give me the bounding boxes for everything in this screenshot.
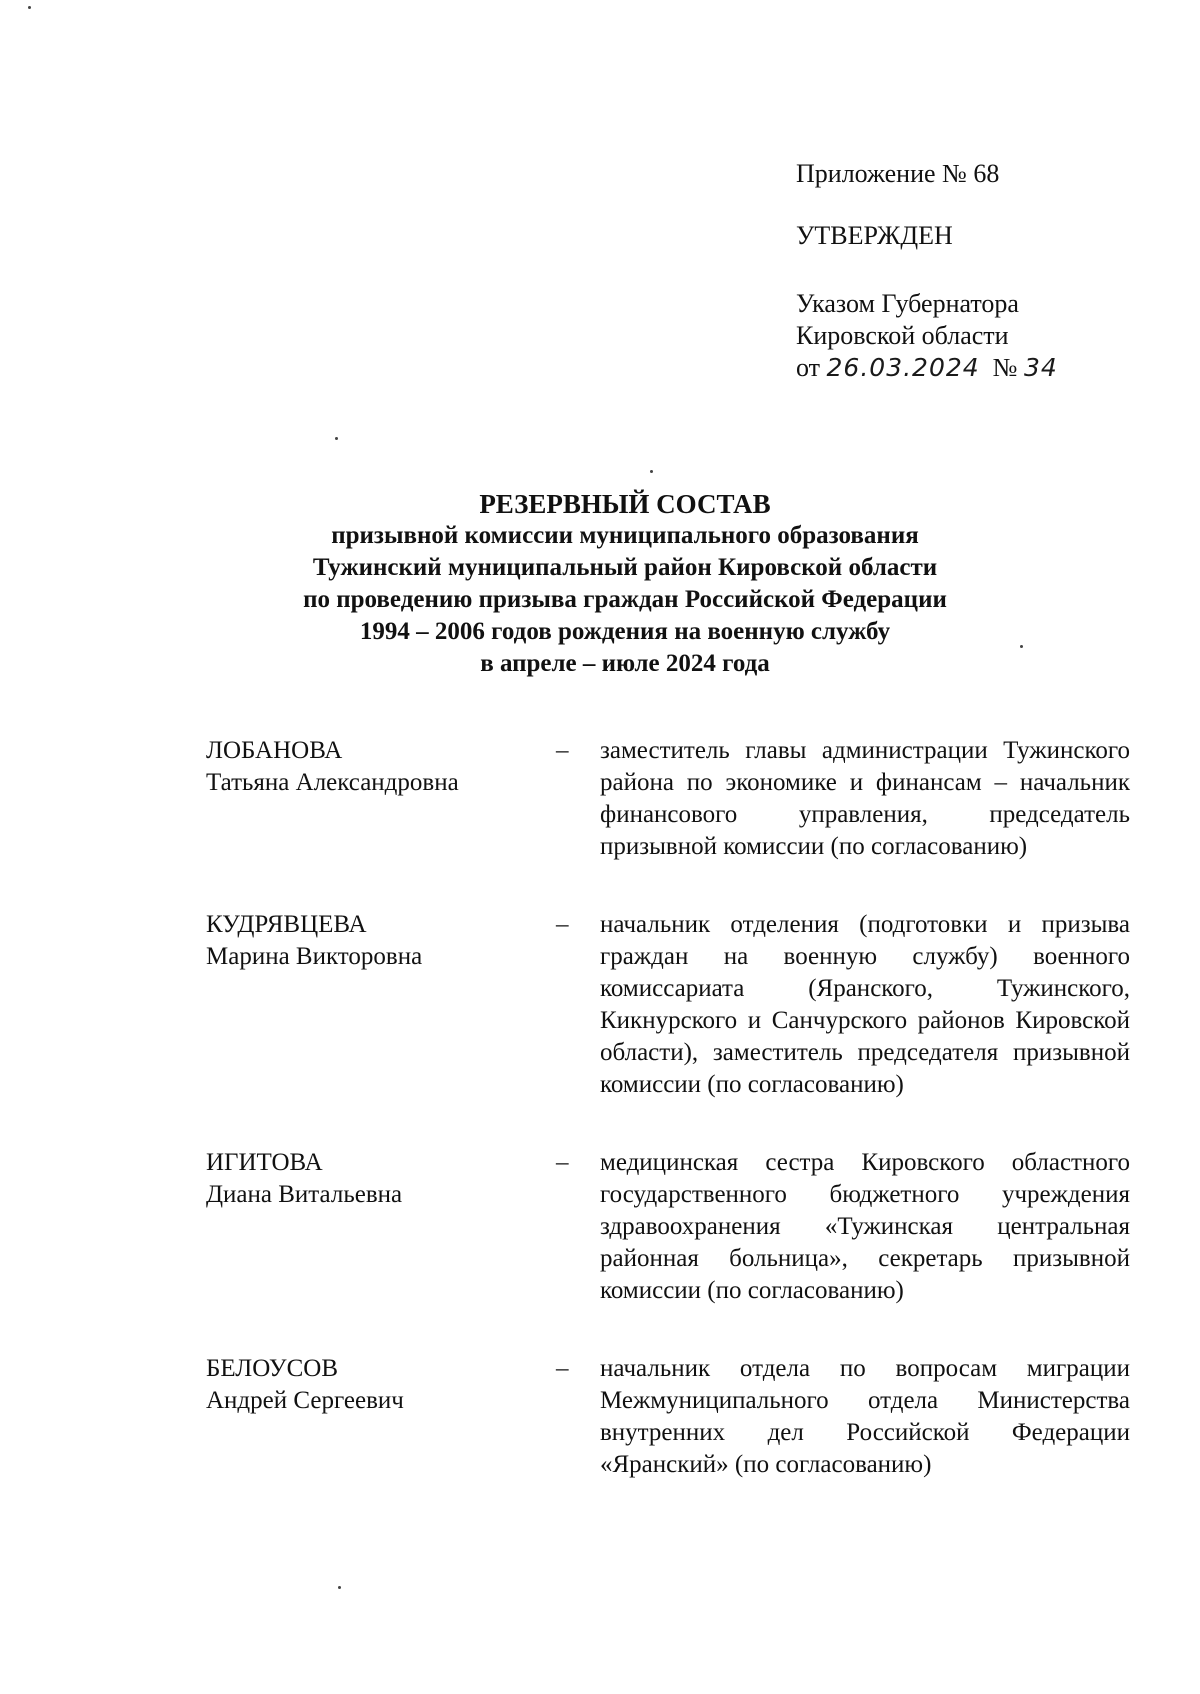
member-name (206, 735, 556, 799)
title-line-6: в апреле – июле 2024 года (480, 650, 770, 677)
member-role: медицинская сестра Кировского областного государственного бюджетного учреждения здравоохранения «Тужинская центральная районная больница», секретарь призывной комиссии (по согласованию) (600, 1149, 1130, 1304)
member-surname: БЕЛОУСОВ (206, 1355, 339, 1382)
member-dash: – (556, 911, 569, 938)
member-name (206, 1353, 556, 1417)
approval-block (796, 158, 1156, 384)
member-given-names: Диана Витальевна (206, 1181, 403, 1208)
scan-speck (650, 470, 653, 473)
member-dash: – (556, 737, 569, 764)
member-surname: ЛОБАНОВА (206, 737, 343, 764)
member-row (206, 735, 1130, 863)
decree-line-2: Кировской области (796, 321, 1009, 350)
appendix-number: Приложение № 68 (796, 159, 1000, 188)
member-row (206, 1353, 1130, 1481)
decree-date-line (796, 352, 1156, 384)
member-row (206, 1147, 1130, 1307)
member-name (206, 1147, 556, 1211)
document-title (180, 488, 1070, 680)
title-line-1: РЕЗЕРВНЫЙ СОСТАВ (479, 489, 771, 519)
member-given-names: Марина Викторовна (206, 943, 423, 970)
member-list (206, 735, 1130, 1481)
member-dash: – (556, 1355, 569, 1382)
member-given-names: Андрей Сергеевич (206, 1387, 404, 1414)
approved-stamp-text: УТВЕРЖДЕН (796, 221, 953, 250)
date-prefix: от (796, 353, 821, 382)
scan-speck (28, 6, 31, 9)
member-role: начальник отделения (подготовки и призыва граждан на военную службу) военного комиссариата (Яранского, Тужинского, Кикнурского и Санчурского районов Кировской области), заместитель председателя призывной комиссии (по согласованию) (600, 911, 1130, 1098)
member-role: заместитель главы администрации Тужинского района по экономике и финансам – начальник финансового управления, председатель призывной комиссии (по согласованию) (600, 737, 1130, 860)
scan-speck (338, 1586, 341, 1589)
member-surname: КУДРЯВЦЕВА (206, 911, 367, 938)
title-line-4: по проведению призыва граждан Российской Федерации (303, 586, 947, 613)
member-role: начальник отдела по вопросам миграции Межмуниципального отдела Министерства внутренних дел Российской Федерации «Яранский» (по согласованию) (600, 1355, 1130, 1478)
scan-speck (1020, 645, 1023, 648)
member-name (206, 909, 556, 973)
title-line-2: призывной комиссии муниципального образования (331, 522, 919, 549)
member-given-names: Татьяна Александровна (206, 769, 459, 796)
handwritten-number: 34 (1023, 353, 1058, 382)
member-row (206, 909, 1130, 1101)
title-line-3: Тужинский муниципальный район Кировской области (312, 554, 938, 581)
scan-speck (335, 437, 338, 440)
member-surname: ИГИТОВА (206, 1149, 323, 1176)
handwritten-date: 26.03.2024 (826, 353, 980, 382)
number-prefix: № (992, 353, 1018, 382)
member-dash: – (556, 1149, 569, 1176)
decree-line-1: Указом Губернатора (796, 289, 1019, 318)
title-line-5: 1994 – 2006 годов рождения на военную службу (359, 618, 891, 645)
